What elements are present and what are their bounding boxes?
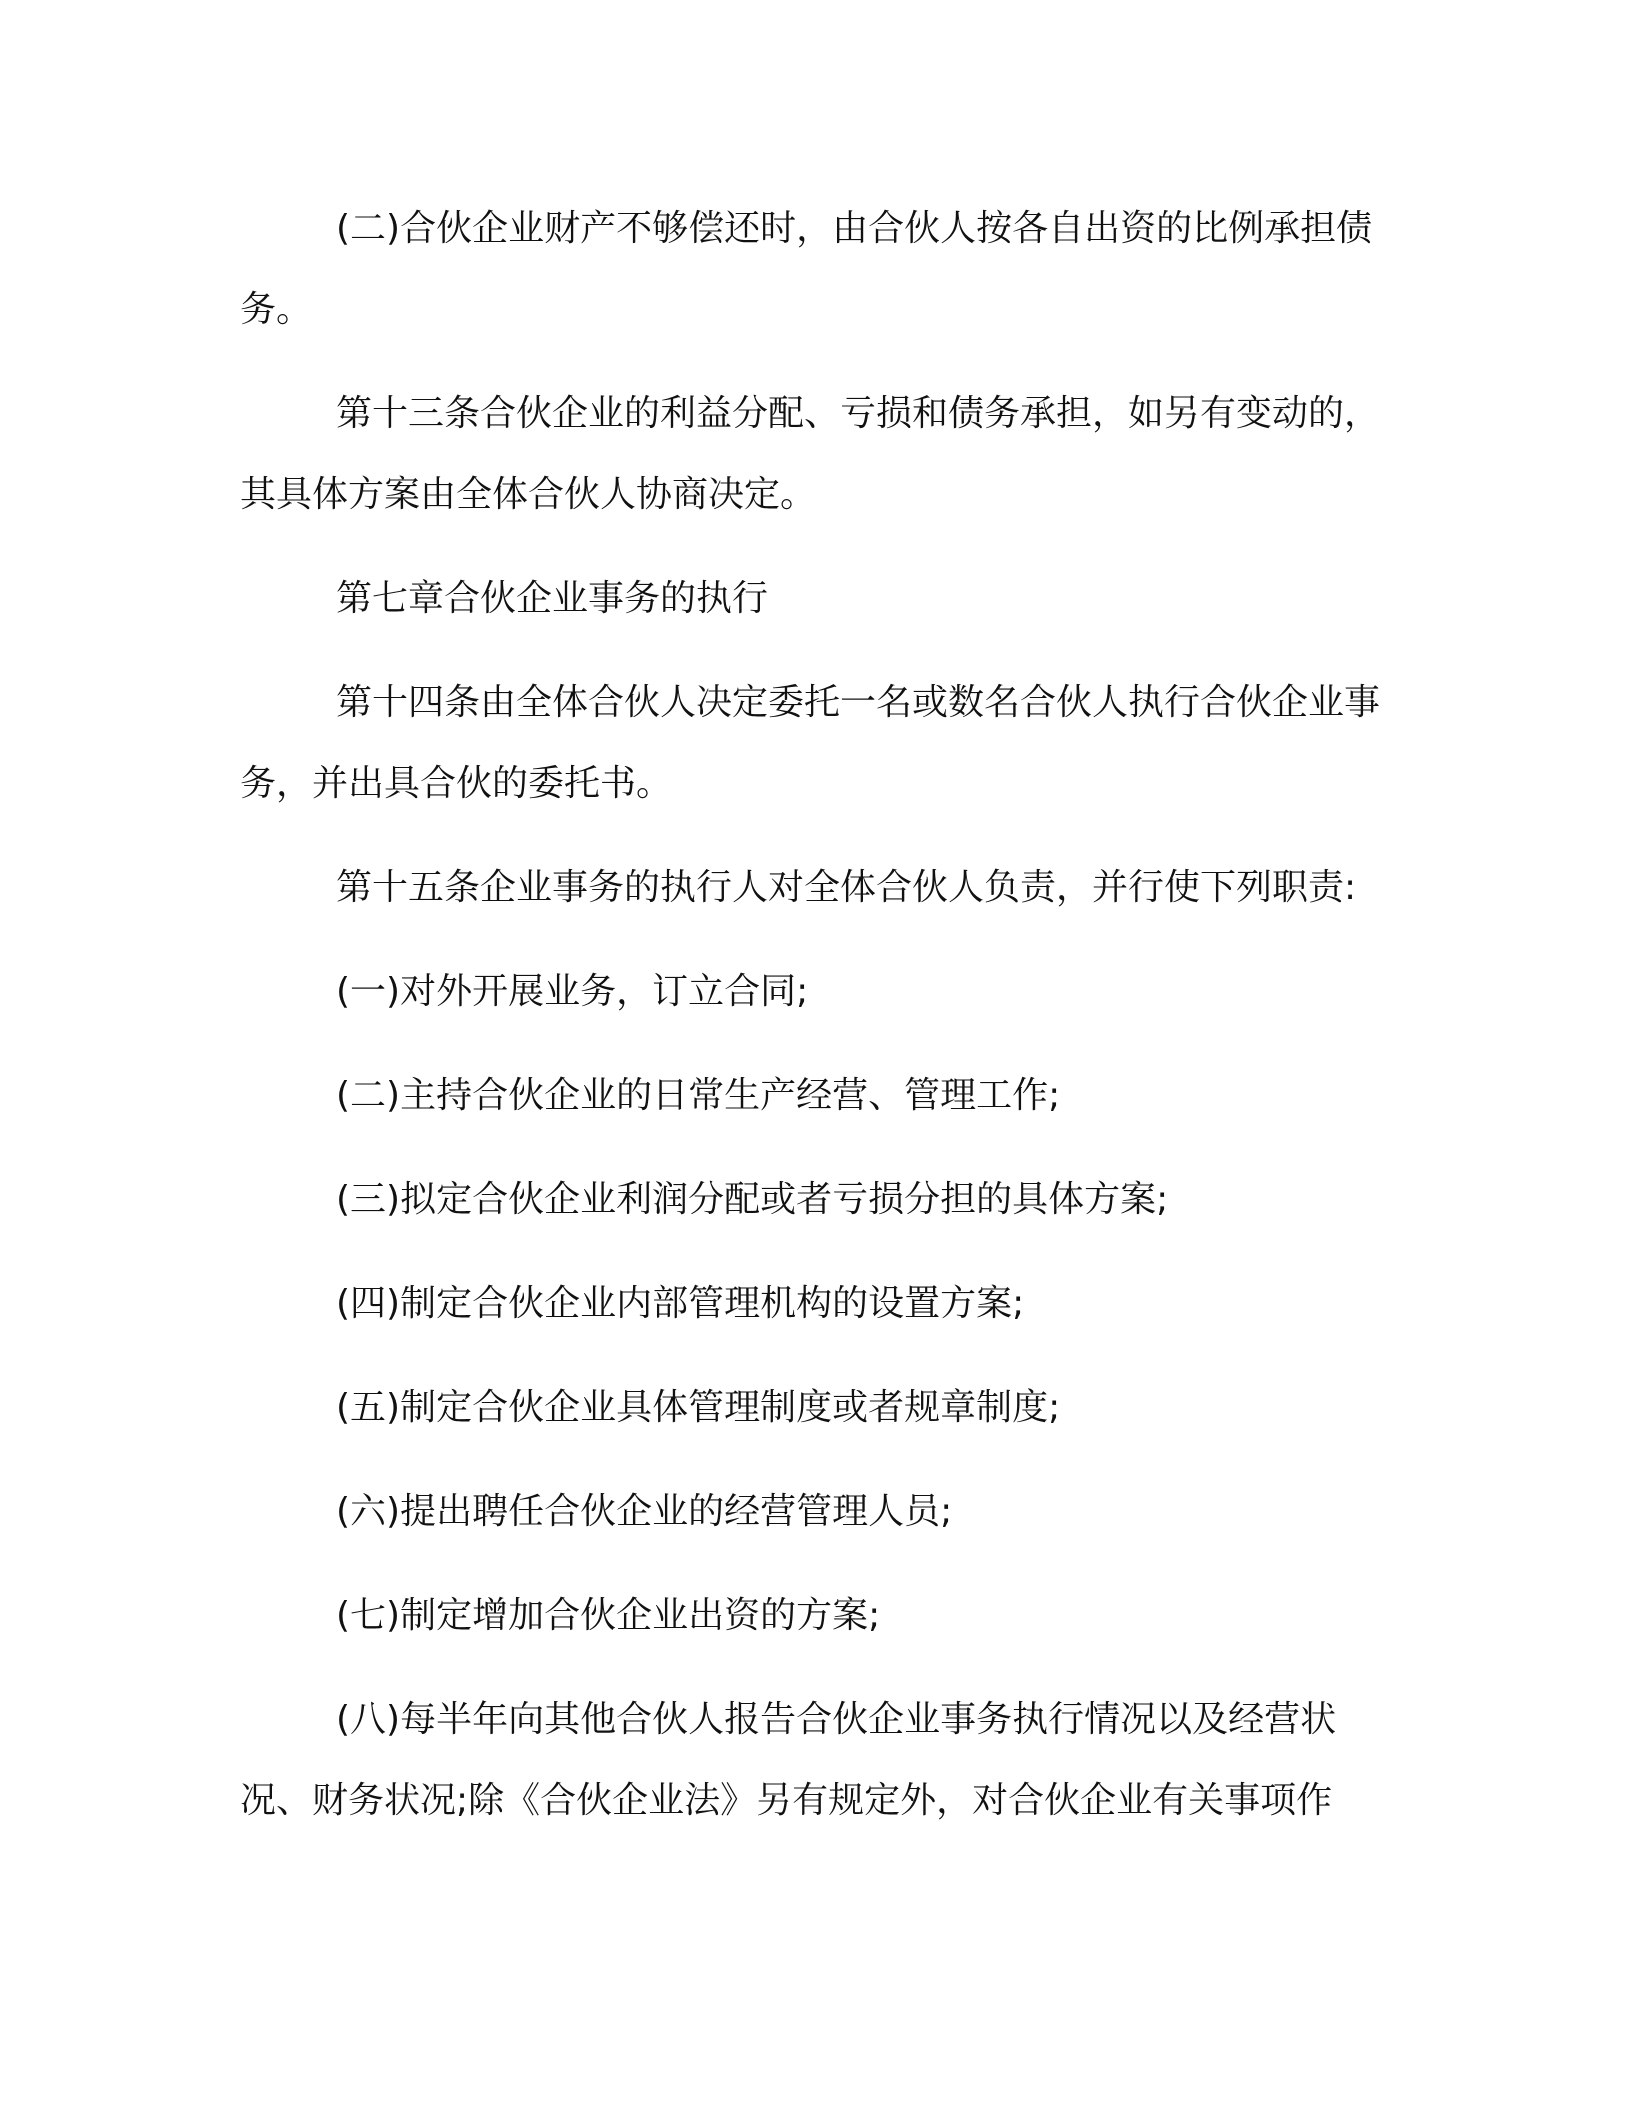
duty-item-3: (三)拟定合伙企业利润分配或者亏损分担的具体方案; [336,1179,1169,1220]
document-body [240,188,1406,1864]
duty-item-2: (二)主持合伙企业的日常生产经营、管理工作; [336,1075,1061,1116]
paragraph-article-15: 第十五条企业事务的执行人对全体合伙人负责，并行使下列职责: [336,867,1357,908]
paragraph-article-13: 第十三条合伙企业的利益分配、亏损和债务承担，如另有变动的，其具体方案由全体合伙人协商决定。 [240,393,1381,515]
paragraph-article-14: 第十四条由全体合伙人决定委托一名或数名合伙人执行合伙企业事务，并出具合伙的委托书。 [240,682,1381,804]
duty-item-1: (一)对外开展业务，订立合同; [336,971,809,1012]
chapter-7-heading: 第七章合伙企业事务的执行 [336,578,769,619]
duty-item-6: (六)提出聘任合伙企业的经营管理人员; [336,1491,953,1532]
duty-item-7: (七)制定增加合伙企业出资的方案; [336,1595,881,1636]
duty-item-4: (四)制定合伙企业内部管理机构的设置方案; [336,1283,1025,1324]
duty-item-5: (五)制定合伙企业具体管理制度或者规章制度; [336,1387,1061,1428]
duty-item-8: (八)每半年向其他合伙人报告合伙企业事务执行情况以及经营状况、财务状况;除《合伙企业法》另有规定外，对合伙企业有关事项作 [240,1699,1337,1821]
paragraph-debt-clause-2: (二)合伙企业财产不够偿还时，由合伙人按各自出资的比例承担债务。 [240,208,1373,330]
